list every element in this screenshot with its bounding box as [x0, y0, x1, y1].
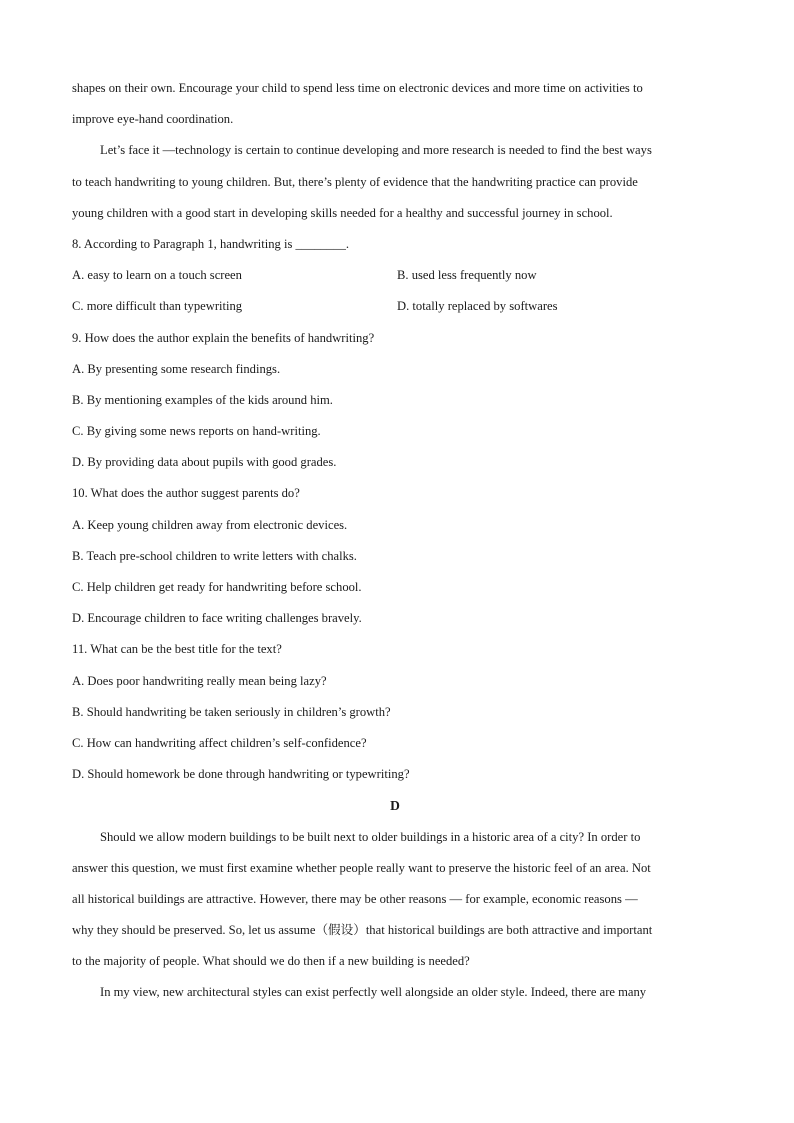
option-d: D. By providing data about pupils with good grades.	[72, 455, 337, 470]
question-stem: 10. What does the author suggest parents do?	[72, 486, 300, 501]
passage-d-paragraph-1	[72, 822, 718, 978]
option-b: B. Should handwriting be taken seriously in children’s growth?	[72, 704, 391, 719]
question-stem: 9. How does the author explain the benefits of handwriting?	[72, 330, 375, 345]
passage-c-paragraph	[72, 73, 718, 135]
option-c: C. How can handwriting affect children’s self-confidence?	[72, 735, 367, 750]
question-stem: 11. What can be the best title for the text?	[72, 642, 282, 657]
text-line: answer this question, we must first examine whether people really want to preserve the historic feel of an area. Not	[72, 860, 651, 875]
text-line: improve eye-hand coordination.	[72, 112, 234, 127]
option-d: D. Encourage children to face writing challenges bravely.	[72, 611, 362, 626]
option-c: C. more difficult than typewriting	[72, 299, 243, 314]
text-line: why they should be preserved. So, let us assume（假设）that historical buildings are both attractive and important	[72, 923, 653, 938]
option-b: B. Teach pre-school children to write letters with chalks.	[72, 548, 357, 563]
option-a: A. Does poor handwriting really mean being lazy?	[72, 673, 327, 688]
question-8	[72, 229, 718, 323]
option-d: D. totally replaced by softwares	[397, 299, 558, 314]
section-heading: D	[390, 798, 400, 814]
option-a: A. Keep young children away from electronic devices.	[72, 517, 348, 532]
text-line: all historical buildings are attractive. However, there may be other reasons — for example, economic reasons —	[72, 891, 638, 906]
option-b: B. used less frequently now	[397, 268, 537, 283]
text-line: to teach handwriting to young children. But, there’s plenty of evidence that the handwriting practice can provide	[72, 174, 638, 189]
question-10	[72, 478, 718, 634]
option-b: B. By mentioning examples of the kids around him.	[72, 392, 333, 407]
text-line: young children with a good start in developing skills needed for a healthy and successful journey in school.	[72, 205, 613, 220]
text-line: to the majority of people. What should we do then if a new building is needed?	[72, 954, 470, 969]
question-stem: 8. According to Paragraph 1, handwriting is ________.	[72, 236, 350, 251]
text-line: shapes on their own. Encourage your child to spend less time on electronic devices and more time on activities to	[72, 81, 643, 95]
text-line: In my view, new architectural styles can exist perfectly well alongside an older style. Indeed, there are many	[100, 985, 647, 1000]
question-9	[72, 323, 718, 479]
option-row	[72, 291, 718, 322]
option-row	[72, 260, 718, 291]
passage-c-final-paragraph	[72, 135, 718, 229]
question-11	[72, 634, 718, 790]
option-d: D. Should homework be done through handwriting or typewriting?	[72, 767, 410, 782]
text-line: Should we allow modern buildings to be built next to older buildings in a historic area of a city? In order to	[100, 829, 641, 844]
text-line: Let’s face it —technology is certain to continue developing and more research is needed to find the best ways	[100, 143, 652, 158]
option-c: C. Help children get ready for handwriting before school.	[72, 580, 362, 594]
document-page	[72, 73, 718, 1009]
passage-d-paragraph-2	[72, 977, 718, 1008]
option-a: A. easy to learn on a touch screen	[72, 268, 242, 283]
option-c: C. By giving some news reports on hand-writing.	[72, 424, 321, 439]
option-a: A. By presenting some research findings.	[72, 361, 281, 376]
